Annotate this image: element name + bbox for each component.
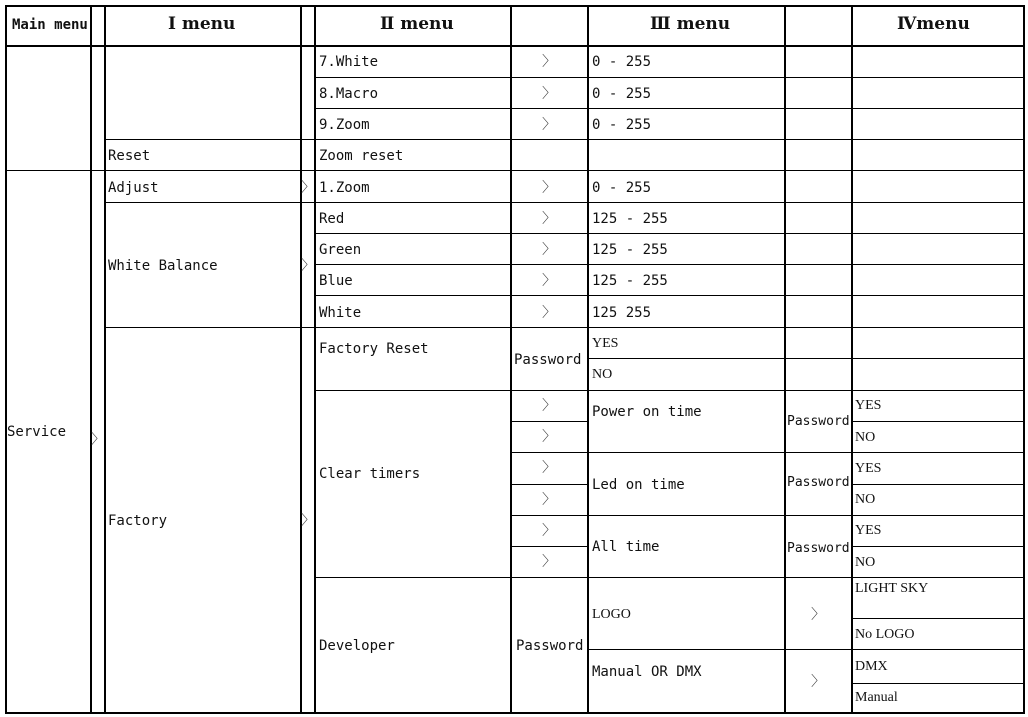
grid-line [510,515,1025,516]
grid-line [104,327,1025,328]
menu1-item-reset: Reset [108,148,151,164]
password-label: Password [516,638,584,654]
option-yes: YES [855,461,882,476]
chevron-right-icon: 〉 [542,86,556,102]
grid-line [587,649,1025,650]
menu2-item-macro: 8.Macro [319,86,379,102]
option-dmx: DMX [855,659,888,674]
grid-line [5,712,1025,714]
password-label: Password [787,475,850,490]
grid-line [851,546,1025,547]
menu2-item-green: Green [319,242,362,258]
chevron-right-icon: 〉 [542,242,556,258]
option-yes: YES [855,523,882,538]
header-menu-2: Ⅱ menu [380,14,454,34]
menu3-item-power-on-time: Power on time [592,404,702,420]
menu1-item-white-balance: White Balance [108,258,218,274]
chevron-right-icon: 〉 [542,273,556,289]
grid-line [587,358,1025,359]
grid-line [314,108,1025,109]
option-yes: YES [592,336,619,351]
menu2-item-blue: Blue [319,273,353,289]
header-main-menu: Main menu [12,17,88,33]
option-no: NO [592,367,613,382]
grid-line [104,5,106,714]
menu2-item-factory-reset: Factory Reset [319,341,429,357]
option-yes: YES [855,398,882,413]
chevron-right-icon: 〉 [542,117,556,133]
chevron-right-icon: 〉 [542,305,556,321]
header-menu-3: Ⅲ menu [650,14,731,34]
chevron-right-icon: 〉 [301,258,315,274]
grid-line [314,577,1025,578]
grid-line [5,170,1025,171]
password-label: Password [514,352,582,368]
grid-line [314,264,1025,265]
chevron-right-icon: 〉 [542,54,556,70]
chevron-right-icon: 〉 [542,398,556,414]
password-label: Password [787,541,850,556]
grid-line [851,683,1025,684]
grid-line [5,5,7,714]
chevron-right-icon: 〉 [542,492,556,508]
menu3-item-led-on-time: Led on time [592,477,685,493]
grid-line [104,202,1025,203]
grid-line [104,139,1025,140]
menu2-item-zoom: 9.Zoom [319,117,370,133]
chevron-right-icon: 〉 [542,523,556,539]
grid-line [314,5,316,714]
grid-line [851,421,1025,422]
menu2-item-red: Red [319,211,345,227]
range-value: 125 255 [592,305,652,321]
grid-line [510,5,512,714]
range-value: 125 - 255 [592,273,668,289]
grid-line [314,77,1025,78]
grid-line [510,421,587,422]
chevron-right-icon: 〉 [301,513,315,529]
grid-line [314,295,1025,296]
grid-line [5,45,1025,47]
main-menu-service: Service [7,424,67,440]
grid-line [851,484,1025,485]
range-value: 0 - 255 [592,86,652,102]
menu2-item-zoom-reset: Zoom reset [319,148,404,164]
chevron-right-icon: 〉 [91,432,105,448]
range-value: 125 - 255 [592,242,668,258]
chevron-right-icon: 〉 [542,180,556,196]
grid-line [510,452,1025,453]
grid-line [587,5,589,714]
grid-line [5,5,1025,7]
option-light-sky: LIGHT SKY [855,581,929,596]
menu2-item-developer: Developer [319,638,395,654]
grid-line [510,484,587,485]
chevron-right-icon: 〉 [542,460,556,476]
chevron-right-icon: 〉 [301,180,315,196]
grid-line [300,5,302,714]
menu2-item-zoom-adjust: 1.Zoom [319,180,370,196]
menu3-item-manual-or-dmx: Manual OR DMX [592,664,702,680]
option-no: NO [855,430,876,445]
menu2-item-clear-timers: Clear timers [319,466,421,482]
option-manual: Manual [855,690,898,705]
header-menu-4: Ⅳmenu [897,14,970,34]
header-menu-1: Ⅰ menu [168,14,236,34]
option-no: NO [855,555,876,570]
chevron-right-icon: 〉 [811,607,825,623]
option-no: NO [855,492,876,507]
range-value: 0 - 255 [592,54,652,70]
chevron-right-icon: 〉 [542,429,556,445]
range-value: 125 - 255 [592,211,668,227]
range-value: 0 - 255 [592,117,652,133]
password-label: Password [787,414,850,429]
menu1-item-adjust: Adjust [108,180,159,196]
grid-line [1023,5,1025,714]
grid-line [510,546,587,547]
menu3-item-all-time: All time [592,539,660,555]
grid-line [851,618,1025,619]
grid-line [90,5,92,714]
menu2-item-white: 7.White [319,54,379,70]
menu2-item-white-wb: White [319,305,362,321]
grid-line [784,5,786,714]
menu1-item-factory: Factory [108,513,168,529]
chevron-right-icon: 〉 [542,554,556,570]
menu3-item-logo: LOGO [592,607,631,622]
option-no-logo: No LOGO [855,627,915,642]
grid-line [851,5,853,714]
range-value: 0 - 255 [592,180,652,196]
grid-line [314,233,1025,234]
grid-line [314,390,1025,391]
chevron-right-icon: 〉 [542,211,556,227]
chevron-right-icon: 〉 [811,674,825,690]
